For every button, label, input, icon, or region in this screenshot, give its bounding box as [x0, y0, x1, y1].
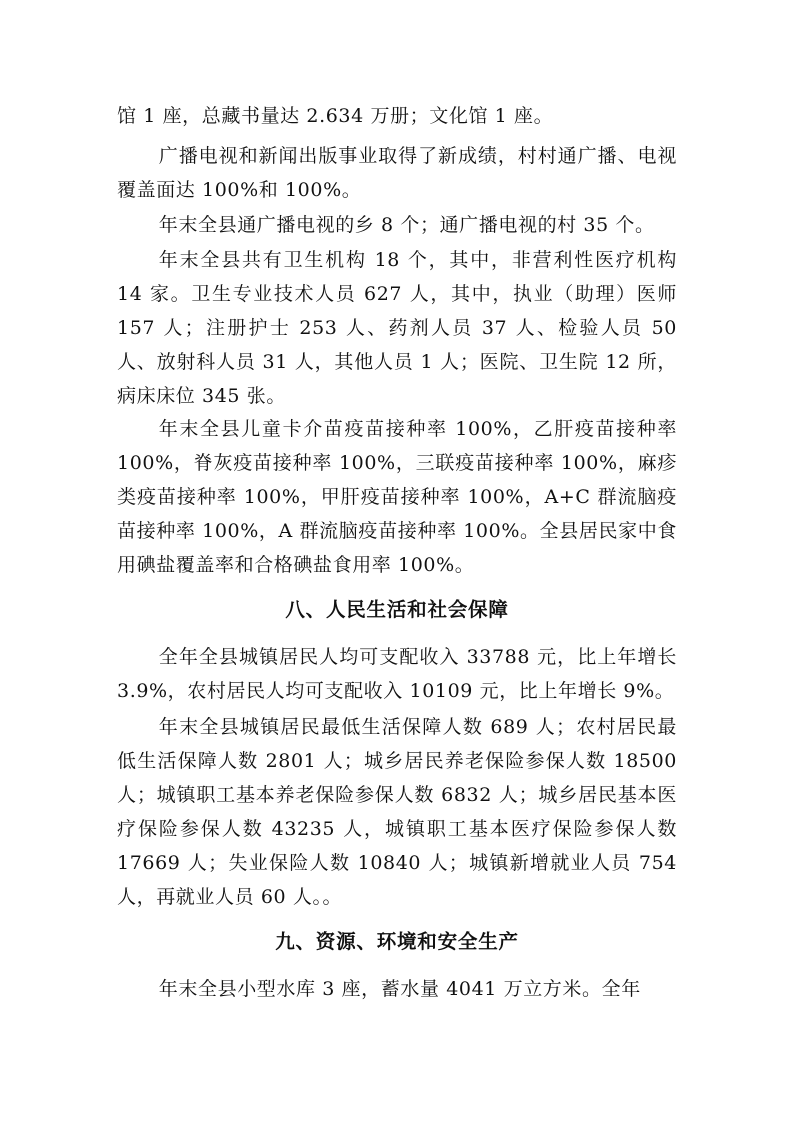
paragraph-broadcasting: 广播电视和新闻出版事业取得了新成绩，村村通广播、电视覆盖面达 100%和 100%。 [117, 145, 677, 201]
paragraph-social-security: 年末全县城镇居民最低生活保障人数 689 人；农村居民最低生活保障人数 2801 人；城乡居民养老保险参保人数 18500 人；城镇职工基本养老保险参保人数 6832 人；城乡居民基本医疗保险参保人数 43235 人，城镇职工基本医疗保险参保人数 17669 人；失业保险人数 10840 人；城镇新增就业人员 754 人，再就业人员 60 人。。 [117, 716, 677, 908]
paragraph-income: 全年全县城镇居民人均可支配收入 33788 元，比上年增长 3.9%，农村居民人均可支配收入 10109 元，比上年增长 9%。 [117, 646, 677, 702]
paragraph-library-continuation: 馆 1 座，总藏书量达 2.634 万册；文化馆 1 座。 [117, 105, 554, 127]
paragraph-reservoirs: 年末全县小型水库 3 座，蓄水量 4041 万立方米。全年 [158, 978, 641, 1000]
paragraph-township-coverage: 年末全县通广播电视的乡 8 个；通广播电视的村 35 个。 [158, 214, 655, 236]
paragraph-vaccination: 年末全县儿童卡介苗疫苗接种率 100%，乙肝疫苗接种率 100%，脊灰疫苗接种率 100%，三联疫苗接种率 100%，麻疹类疫苗接种率 100%，甲肝疫苗接种率 100%，A+C 群流脑疫苗接种率 100%，A 群流脑疫苗接种率 100%。全县居民家中食用碘盐覆盖率和合格碘盐食用率 100%。 [117, 418, 677, 576]
section-heading-resources-environment-safety: 九、资源、环境和安全生产 [275, 930, 519, 953]
paragraph-health-institutions: 年末全县共有卫生机构 18 个，其中，非营利性医疗机构 14 家。卫生专业技术人员 627 人，其中，执业（助理）医师 157 人；注册护士 253 人、药剂人员 37 人、检验人员 50 人、放射科人员 31 人，其他人员 1 人；医院、卫生院 12 所，病床床位 345 张。 [117, 249, 677, 407]
section-heading-living-and-social-security: 八、人民生活和社会保障 [285, 598, 509, 621]
